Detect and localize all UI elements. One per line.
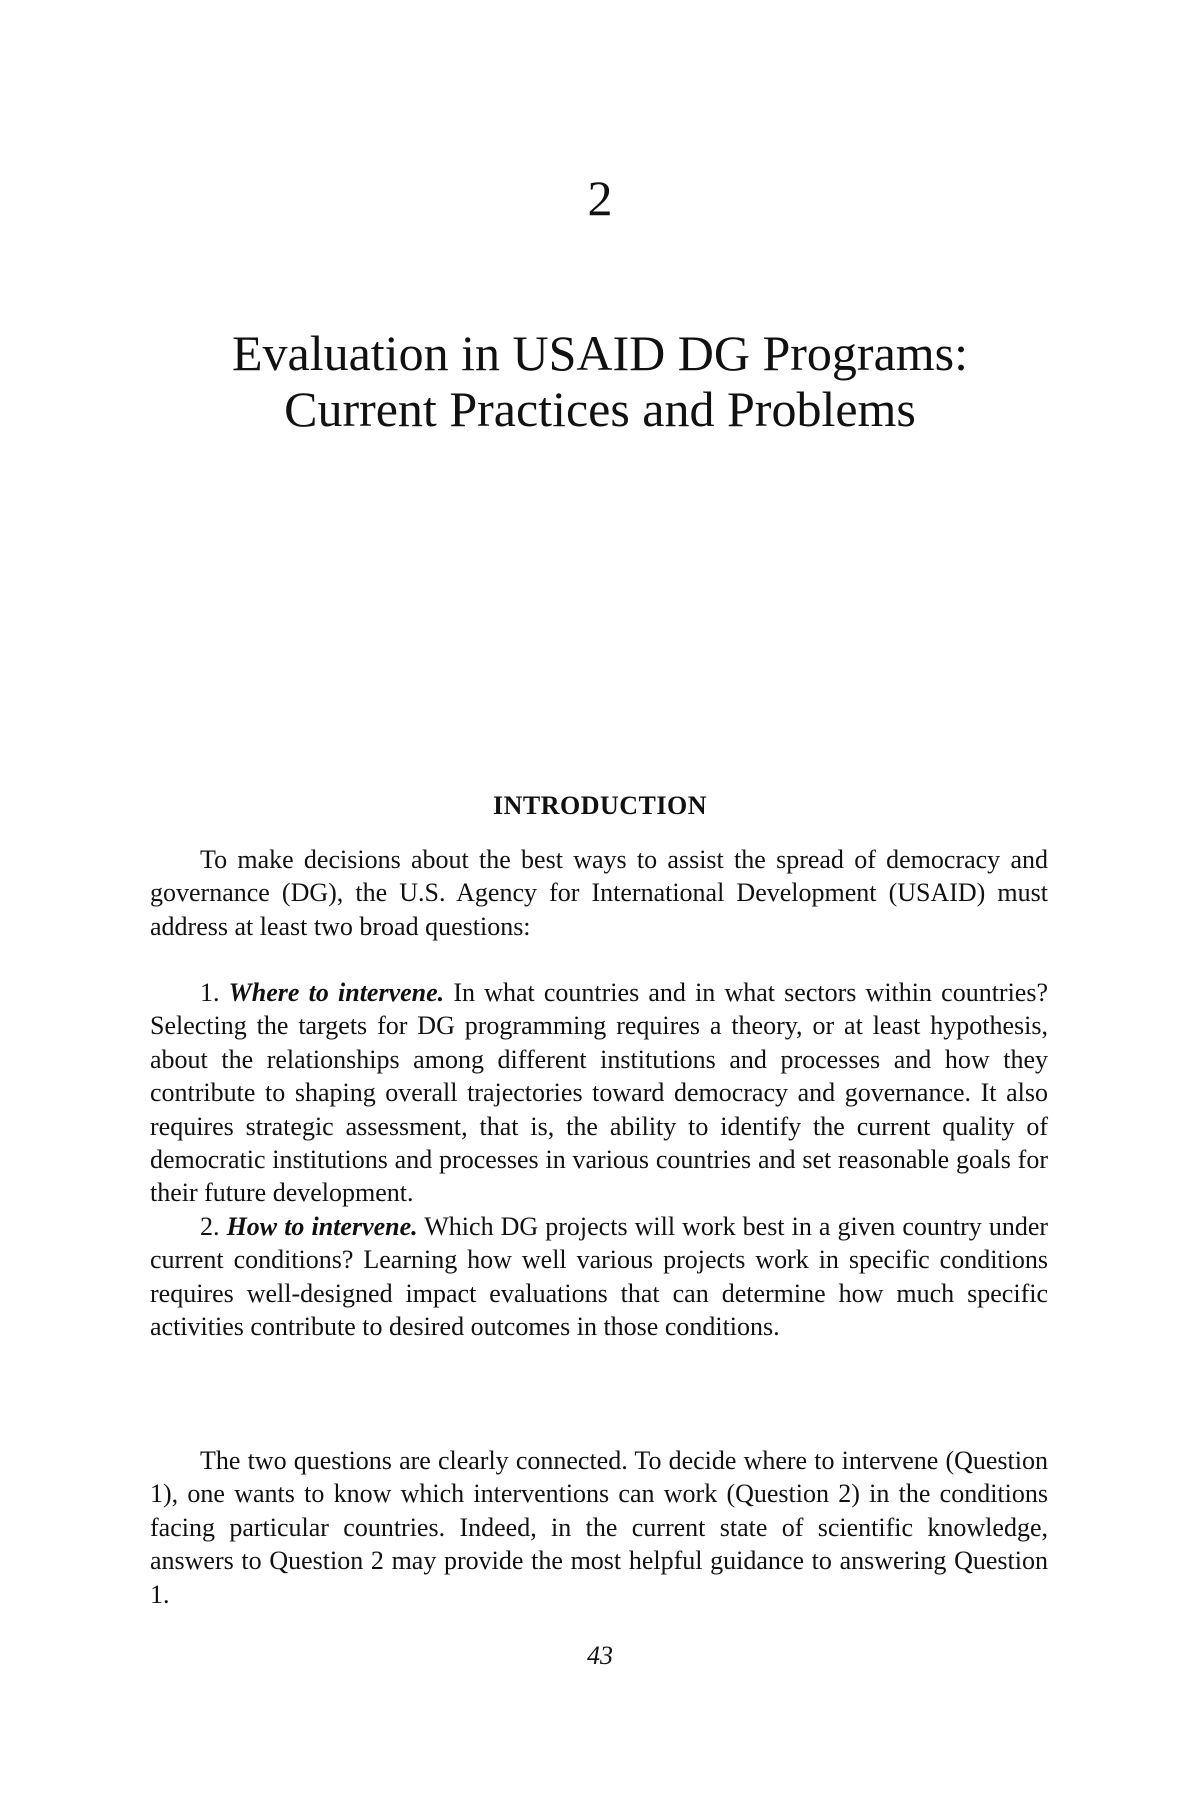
list-item-number: 1. [200,978,220,1007]
intro-paragraph-text: To make decisions about the best ways to assist the spread of democracy and governance (DG), the U.S. Agency for International Development (USAID) must address at least two broad questions: [150,845,1048,941]
question-list [150,976,1048,1343]
chapter-number: 2 [587,170,613,226]
list-item-text: In what countries and in what sectors within countries? Selecting the targets for DG programming requires a theory, or at least hypothesis, about the relationships among different institutions and processes and how they contribute to shaping overall trajectories toward democracy and governance. It also requires strategic assessment, that is, the ability to identify the current quality of democratic institutions and processes in various countries and set reasonable goals for their future development. [150,978,1049,1208]
list-item [150,1210,1048,1344]
list-item [150,976,1048,1210]
list-item-label: Where to intervene. [228,978,445,1007]
section-heading: INTRODUCTION [492,791,708,820]
list-item-label: How to intervene. [226,1211,418,1241]
chapter-title-line-1: Evaluation in USAID DG Programs: [231,325,969,381]
page-number: 43 [587,1641,613,1670]
intro-paragraph [150,843,1048,943]
list-item-text: Which DG projects will work best in a given country under current conditions? Learning how well various projects work in specific conditions requires well-designed impact evaluations that can determine how much specific activities contribute to desired outcomes in those conditions. [150,1211,1049,1342]
closing-paragraph-text: The two questions are clearly connected. To decide where to intervene (Question 1), one wants to know which interventions can work (Question 2) in the conditions facing particular countries. Indeed, in the current state of scientific knowledge, answers to Question 2 may provide the most helpful guidance to answering Question 1. [150,1446,1048,1609]
chapter-title-line-2: Current Practices and Problems [284,381,916,437]
closing-paragraph [150,1444,1048,1611]
chapter-title [0,325,1200,437]
list-item-number: 2. [200,1211,220,1241]
